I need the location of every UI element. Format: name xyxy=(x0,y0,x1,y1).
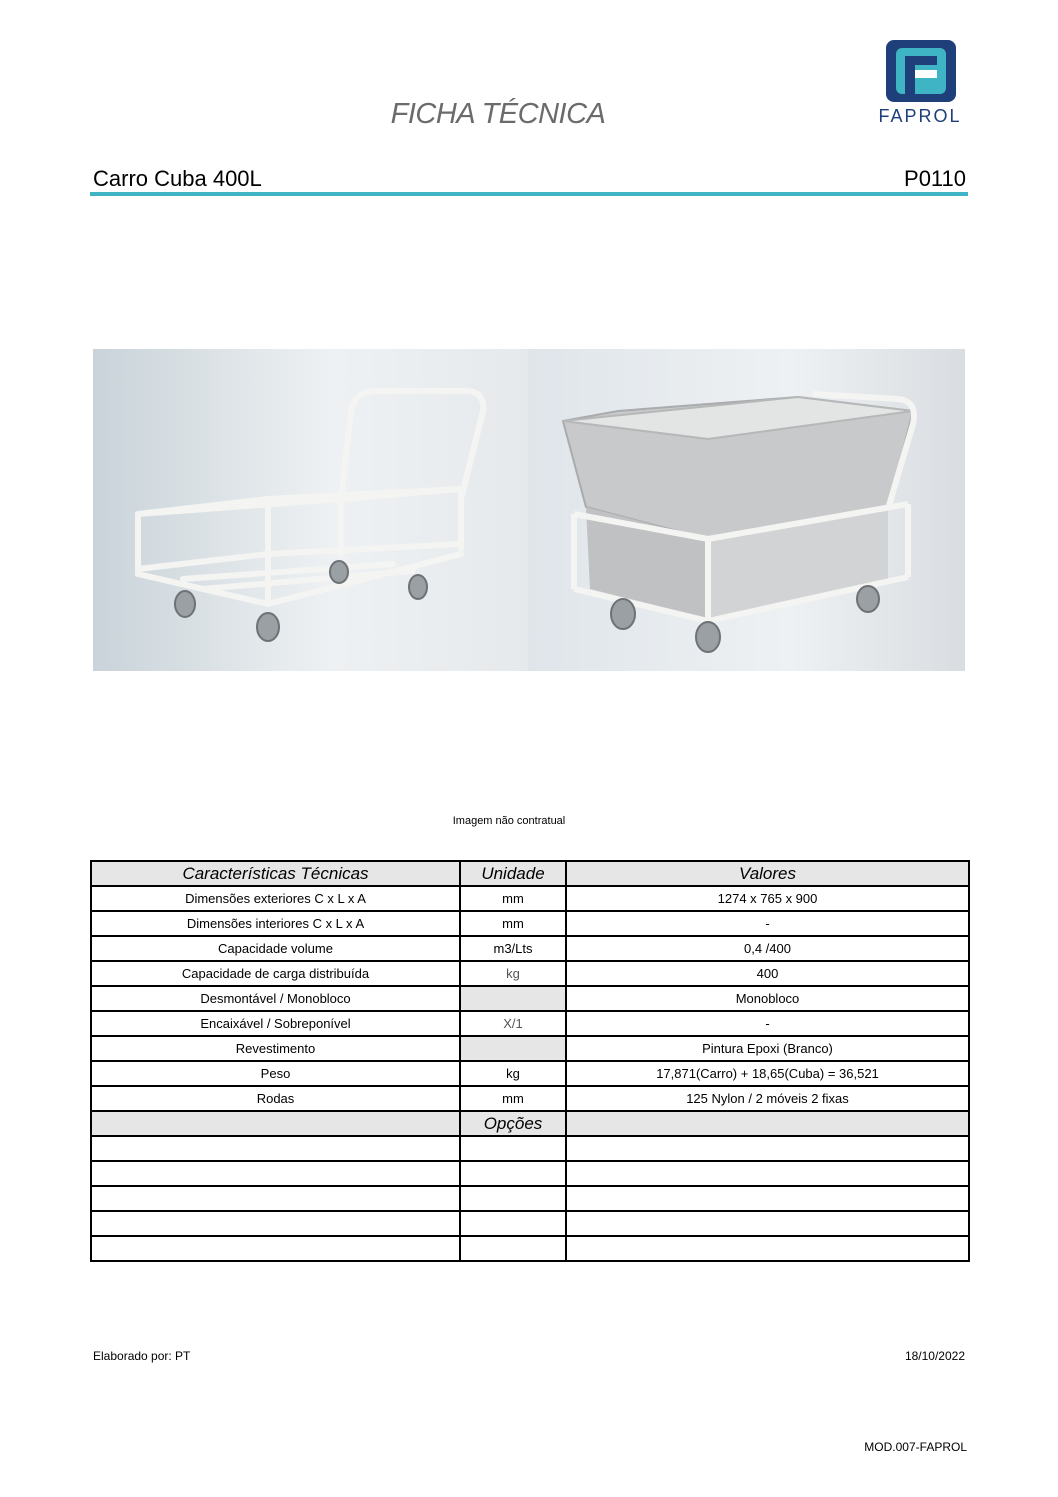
product-name: Carro Cuba 400L xyxy=(93,166,262,191)
value-cell: - xyxy=(566,911,969,936)
unit-cell: kg xyxy=(460,1061,566,1086)
table-row xyxy=(91,936,969,961)
cart-with-tub-illustration xyxy=(528,349,965,671)
header-divider xyxy=(90,192,968,196)
unit-cell: mm xyxy=(460,886,566,911)
unit-cell: m3/Lts xyxy=(460,936,566,961)
logo-mark-icon xyxy=(872,38,968,106)
options-header: Opções xyxy=(460,1111,566,1136)
characteristic-cell: Capacidade volume xyxy=(91,936,460,961)
table-row xyxy=(91,1086,969,1111)
model-code: MOD.007-FAPROL xyxy=(864,1440,967,1454)
options-header-blank xyxy=(91,1111,460,1136)
unit-cell xyxy=(460,986,566,1011)
empty-cell xyxy=(460,1186,566,1211)
product-code: P0110 xyxy=(904,166,966,191)
document-title: FICHA TÉCNICA xyxy=(390,98,606,130)
cart-frame-illustration xyxy=(93,349,528,671)
unit-cell: mm xyxy=(460,911,566,936)
characteristic-cell: Peso xyxy=(91,1061,460,1086)
value-cell: Monobloco xyxy=(566,986,969,1011)
empty-cell xyxy=(91,1211,460,1236)
options-row xyxy=(91,1186,969,1211)
unit-cell: kg xyxy=(460,961,566,986)
options-header-row xyxy=(91,1111,969,1136)
options-row xyxy=(91,1161,969,1186)
brand-name: FAPROL xyxy=(878,106,962,126)
value-cell: 1274 x 765 x 900 xyxy=(566,886,969,911)
unit-cell: X/1 xyxy=(460,1011,566,1036)
empty-cell xyxy=(91,1161,460,1186)
options-row xyxy=(91,1236,969,1261)
options-row xyxy=(91,1211,969,1236)
empty-cell xyxy=(460,1161,566,1186)
empty-cell xyxy=(566,1211,969,1236)
value-cell: 17,871(Carro) + 18,65(Cuba) = 36,521 xyxy=(566,1061,969,1086)
empty-cell xyxy=(460,1211,566,1236)
characteristic-cell: Encaixável / Sobreponível xyxy=(91,1011,460,1036)
prepared-by: Elaborado por: PT xyxy=(93,1349,191,1363)
empty-cell xyxy=(91,1136,460,1161)
table-row xyxy=(91,986,969,1011)
table-row xyxy=(91,1061,969,1086)
characteristic-cell: Desmontável / Monobloco xyxy=(91,986,460,1011)
value-cell: Pintura Epoxi (Branco) xyxy=(566,1036,969,1061)
characteristic-cell: Capacidade de carga distribuída xyxy=(91,961,460,986)
empty-cell xyxy=(91,1186,460,1211)
value-cell: - xyxy=(566,1011,969,1036)
options-row xyxy=(91,1136,969,1161)
table-row xyxy=(91,886,969,911)
product-with-tub-image-frame xyxy=(528,349,965,671)
empty-cell xyxy=(91,1236,460,1261)
header-values: Valores xyxy=(566,861,969,886)
empty-cell xyxy=(566,1136,969,1161)
table-row xyxy=(91,911,969,936)
value-cell: 400 xyxy=(566,961,969,986)
document-date: 18/10/2022 xyxy=(904,1349,965,1363)
table-header-row xyxy=(91,861,969,886)
empty-cell xyxy=(460,1236,566,1261)
characteristic-cell: Dimensões interiores C x L x A xyxy=(91,911,460,936)
table-row xyxy=(91,961,969,986)
value-cell: 125 Nylon / 2 móveis 2 fixas xyxy=(566,1086,969,1111)
header-characteristics: Características Técnicas xyxy=(91,861,460,886)
image-caption: Imagem não contratual xyxy=(452,815,566,827)
table-row xyxy=(91,1036,969,1061)
empty-cell xyxy=(566,1186,969,1211)
characteristic-cell: Rodas xyxy=(91,1086,460,1111)
value-cell: 0,4 /400 xyxy=(566,936,969,961)
empty-cell xyxy=(566,1161,969,1186)
table-row xyxy=(91,1011,969,1036)
unit-cell: mm xyxy=(460,1086,566,1111)
faprol-logo xyxy=(872,38,968,128)
empty-cell xyxy=(566,1236,969,1261)
header-unit: Unidade xyxy=(460,861,566,886)
empty-cell xyxy=(460,1136,566,1161)
unit-cell xyxy=(460,1036,566,1061)
characteristic-cell: Revestimento xyxy=(91,1036,460,1061)
product-image-frame xyxy=(93,349,528,671)
characteristic-cell: Dimensões exteriores C x L x A xyxy=(91,886,460,911)
options-header-blank xyxy=(566,1111,969,1136)
specifications-table xyxy=(90,860,970,1262)
